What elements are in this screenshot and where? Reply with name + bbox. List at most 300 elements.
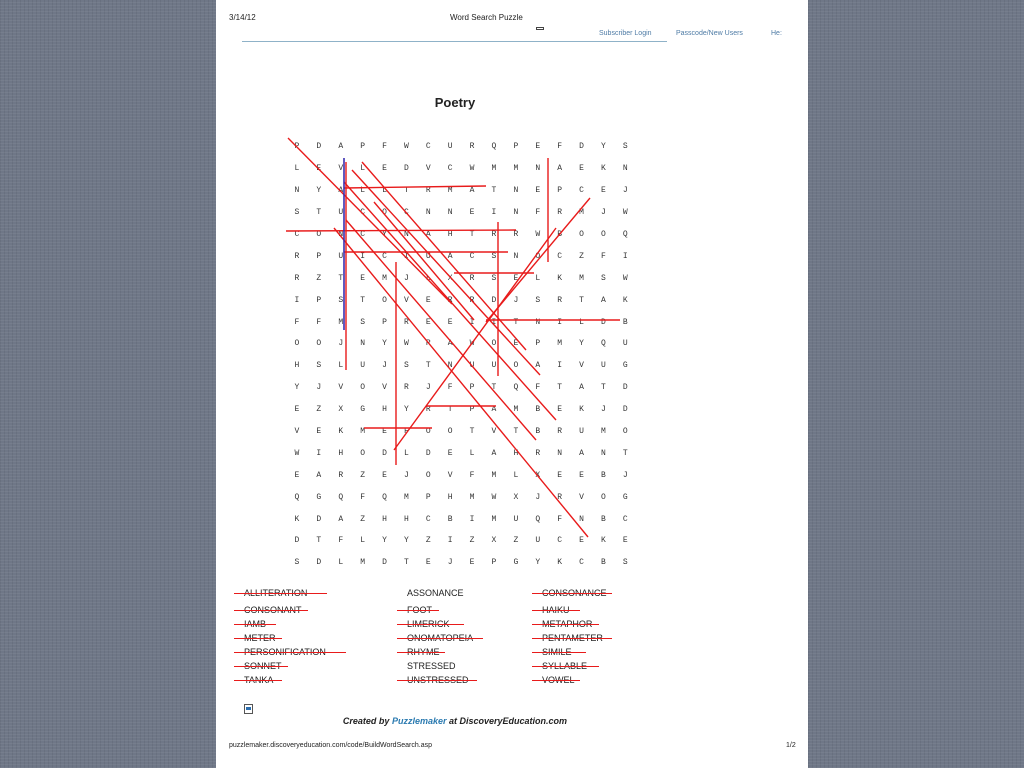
grid-letter: H: [382, 514, 387, 524]
grid-letter: N: [557, 448, 563, 458]
grid-letter: M: [579, 208, 584, 218]
grid-letter: F: [447, 383, 453, 393]
grid-letter: S: [601, 273, 606, 283]
grid-letter: S: [491, 251, 497, 261]
word-item: STRESSED: [407, 661, 456, 671]
grid-letter: E: [622, 536, 628, 546]
grid-letter: C: [557, 251, 563, 261]
grid-letter: R: [294, 251, 300, 261]
grid-letter: B: [601, 470, 606, 480]
grid-letter: T: [579, 295, 584, 305]
grid-letter: X: [491, 536, 497, 546]
grid-letter: L: [579, 317, 584, 327]
grid-letter: J: [622, 470, 628, 480]
grid-letter: W: [469, 339, 475, 349]
grid-letter: P: [535, 339, 541, 349]
word-strikethrough: [532, 610, 580, 611]
word-strikethrough: [234, 638, 282, 639]
grid-letter: G: [622, 492, 628, 502]
grid-letter: A: [579, 448, 584, 458]
grid-letter: O: [601, 230, 606, 239]
grid-letter: E: [513, 273, 519, 283]
grid-letter: A: [491, 448, 497, 458]
pen-mark: [394, 228, 556, 450]
word-item: SYLLABLE: [542, 661, 588, 671]
grid-letter: D: [316, 558, 322, 568]
grid-letter: X: [513, 492, 519, 502]
grid-letter: O: [425, 470, 431, 480]
word-item: METER: [244, 633, 276, 643]
word-item: ALLITERATION: [244, 588, 308, 598]
grid-letter: D: [622, 383, 628, 393]
grid-letter: V: [579, 492, 584, 502]
grid-letter: R: [535, 448, 541, 458]
grid-letter: L: [294, 164, 300, 174]
help-link[interactable]: He:: [771, 30, 782, 37]
word-item: TANKA: [244, 675, 274, 685]
grid-letter: L: [360, 164, 366, 174]
grid-letter: Z: [469, 536, 475, 546]
grid-letter: P: [382, 317, 387, 327]
grid-letter: Z: [513, 536, 519, 546]
grid-letter: L: [403, 448, 409, 458]
grid-letter: O: [535, 251, 541, 261]
grid-letter: H: [447, 230, 453, 239]
grid-letter: K: [579, 405, 584, 415]
grid-letter: Z: [316, 405, 322, 415]
grid-letter: A: [425, 230, 431, 239]
grid-letter: G: [316, 492, 322, 502]
grid-letter: E: [294, 405, 300, 415]
grid-letter: T: [403, 558, 409, 568]
word-strikethrough: [532, 638, 612, 639]
grid-letter: C: [360, 208, 366, 218]
word-strikethrough: [234, 593, 327, 594]
grid-letter: R: [425, 339, 431, 349]
word-item: RHYME: [407, 647, 440, 657]
grid-letter: T: [360, 295, 366, 305]
grid-letter: S: [360, 317, 366, 327]
grid-letter: Y: [382, 339, 387, 349]
grid-letter: P: [294, 142, 300, 152]
grid-letter: R: [557, 295, 563, 305]
grid-letter: U: [622, 339, 628, 349]
grid-letter: H: [447, 492, 453, 502]
grid-letter: F: [601, 251, 606, 261]
grid-letter: L: [360, 186, 366, 196]
grid-letter: I: [294, 295, 300, 305]
grid-letter: Y: [535, 558, 541, 568]
grid-letter: R: [557, 492, 563, 502]
grid-letter: E: [535, 186, 541, 196]
grid-letter: P: [491, 558, 497, 568]
grid-letter: O: [382, 295, 387, 305]
grid-letter: L: [535, 273, 541, 283]
grid-letter: D: [316, 142, 322, 152]
word-strikethrough: [397, 680, 477, 681]
grid-letter: Y: [601, 142, 606, 152]
grid-letter: Q: [513, 383, 519, 393]
grid-letter: K: [557, 558, 563, 568]
word-item: VOWEL: [542, 675, 575, 685]
grid-letter: I: [622, 251, 628, 261]
grid-letter: N: [535, 317, 541, 327]
grid-letter: M: [469, 492, 475, 502]
grid-letter: V: [382, 383, 387, 393]
grid-letter: N: [513, 186, 519, 196]
grid-letter: Y: [316, 186, 322, 196]
grid-letter: I: [316, 448, 322, 458]
grid-letter: I: [557, 361, 563, 371]
word-item: HAIKU: [542, 605, 570, 615]
grid-letter: F: [557, 142, 563, 152]
grid-letter: M: [447, 186, 453, 196]
grid-letter: Q: [535, 514, 541, 524]
grid-letter: T: [447, 405, 453, 415]
grid-letter: M: [382, 273, 387, 283]
grid-letter: X: [338, 405, 344, 415]
grid-letter: E: [601, 186, 606, 196]
grid-letter: M: [513, 164, 519, 174]
grid-letter: L: [360, 536, 366, 546]
grid-letter: C: [447, 164, 453, 174]
grid-letter: S: [294, 558, 300, 568]
grid-letter: J: [382, 361, 387, 371]
grid-letter: T: [425, 361, 431, 371]
grid-letter: N: [579, 514, 584, 524]
grid-letter: W: [403, 339, 409, 349]
grid-letter: S: [338, 295, 344, 305]
grid-letter: C: [382, 251, 387, 261]
grid-letter: K: [601, 164, 606, 174]
grid-letter: C: [622, 514, 628, 524]
grid-letter: E: [382, 470, 387, 480]
word-item: LIMERICK: [407, 619, 450, 629]
grid-letter: F: [338, 536, 344, 546]
word-item: CONSONANCE: [542, 588, 607, 598]
grid-letter: G: [360, 405, 366, 415]
pen-mark: [334, 228, 588, 537]
grid-letter: E: [469, 208, 475, 218]
grid-letter: Z: [316, 273, 322, 283]
grid-letter: B: [601, 514, 606, 524]
grid-letter: M: [491, 470, 497, 480]
grid-letter: R: [403, 383, 409, 393]
grid-letter: U: [601, 361, 606, 371]
grid-letter: E: [382, 164, 387, 174]
grid-letter: S: [535, 295, 541, 305]
grid-letter: E: [579, 536, 584, 546]
grid-letter: B: [535, 405, 541, 415]
grid-letter: M: [403, 492, 409, 502]
footer-page-number: 1/2: [786, 742, 796, 749]
grid-letter: J: [403, 470, 409, 480]
grid-letter: M: [557, 339, 563, 349]
grid-letter: N: [447, 361, 453, 371]
grid-letter: F: [535, 208, 541, 218]
grid-letter: O: [491, 339, 497, 349]
grid-letter: M: [491, 164, 497, 174]
grid-letter: L: [425, 273, 431, 283]
grid-letter: O: [425, 427, 431, 437]
grid-letter: R: [469, 295, 475, 305]
grid-letter: U: [360, 361, 366, 371]
grid-letter: M: [360, 558, 366, 568]
grid-letter: S: [403, 361, 409, 371]
grid-letter: P: [469, 405, 475, 415]
grid-letter: N: [403, 230, 409, 239]
grid-letter: F: [535, 383, 541, 393]
grid-letter: R: [403, 317, 409, 327]
grid-letter: O: [360, 448, 366, 458]
word-strikethrough: [397, 652, 445, 653]
pen-mark: [344, 186, 486, 188]
grid-letter: B: [601, 558, 606, 568]
grid-letter: O: [294, 339, 300, 349]
word-strikethrough: [397, 624, 464, 625]
grid-letter: A: [316, 470, 322, 480]
grid-letter: M: [513, 405, 519, 415]
grid-letter: G: [622, 361, 628, 371]
grid-letter: K: [557, 273, 563, 283]
grid-letter: Z: [360, 470, 366, 480]
grid-letter: E: [316, 427, 322, 437]
grid-letter: N: [513, 251, 519, 261]
grid-letter: U: [447, 142, 453, 152]
grid-letter: F: [403, 427, 409, 437]
grid-letter: W: [403, 142, 409, 152]
grid-letter: H: [513, 448, 519, 458]
grid-letter: W: [491, 492, 497, 502]
grid-letter: R: [425, 405, 431, 415]
grid-letter: I: [491, 317, 497, 327]
grid-letter: K: [622, 295, 628, 305]
grid-letter: L: [513, 470, 519, 480]
grid-letter: Q: [491, 142, 497, 152]
grid-letter: R: [425, 186, 431, 196]
grid-letter: A: [338, 514, 344, 524]
print-date: 3/14/12: [229, 13, 256, 22]
grid-letter: R: [513, 230, 519, 239]
pen-mark: [288, 138, 452, 304]
grid-letter: B: [447, 514, 453, 524]
grid-letter: M: [579, 273, 584, 283]
grid-letter: D: [601, 317, 606, 327]
word-item: ASSONANCE: [407, 588, 464, 598]
pen-mark: [374, 202, 474, 320]
grid-letter: K: [338, 427, 344, 437]
grid-letter: K: [601, 536, 606, 546]
grid-letter: K: [294, 514, 300, 524]
word-item: SONNET: [244, 661, 282, 671]
grid-letter: N: [622, 164, 628, 174]
grid-letter: C: [403, 208, 409, 218]
grid-letter: P: [557, 186, 563, 196]
grid-letter: U: [425, 251, 431, 261]
grid-letter: I: [557, 317, 563, 327]
grid-letter: M: [601, 427, 606, 437]
word-strikethrough: [532, 624, 599, 625]
grid-letter: X: [447, 273, 453, 283]
grid-letter: S: [491, 273, 497, 283]
grid-letter: D: [294, 536, 300, 546]
credit-prefix: Created by: [342, 716, 390, 726]
grid-letter: E: [469, 558, 475, 568]
print-doc-title: Word Search Puzzle: [450, 13, 523, 22]
grid-letter: S: [622, 558, 628, 568]
grid-letter: Y: [382, 536, 387, 546]
grid-letter: E: [535, 142, 541, 152]
grid-letter: Q: [382, 492, 387, 502]
grid-letter: Y: [403, 405, 409, 415]
word-strikethrough: [532, 652, 586, 653]
grid-letter: B: [557, 230, 563, 239]
grid-letter: E: [294, 470, 300, 480]
grid-letter: Y: [579, 339, 584, 349]
grid-letter: N: [447, 208, 453, 218]
grid-letter: Q: [601, 339, 606, 349]
grid-letter: V: [403, 295, 409, 305]
grid-letter: D: [425, 448, 431, 458]
word-item: CONSONANT: [244, 605, 302, 615]
grid-letter: H: [382, 405, 387, 415]
word-strikethrough: [234, 652, 346, 653]
grid-letter: T: [601, 383, 606, 393]
grid-letter: A: [469, 186, 475, 196]
grid-letter: J: [447, 558, 453, 568]
passcode-link[interactable]: Passcode/New Users: [676, 30, 743, 37]
grid-letter: J: [601, 405, 606, 415]
grid-letter: T: [316, 208, 322, 218]
puzzlemaker-link[interactable]: Puzzlemaker: [391, 716, 447, 726]
grid-letter: T: [469, 230, 475, 239]
grid-letter: N: [338, 230, 344, 239]
grid-letter: J: [316, 383, 322, 393]
grid-letter: R: [557, 208, 563, 218]
word-item: ONOMATOPEIA: [407, 633, 474, 643]
grid-letter: T: [622, 448, 628, 458]
grid-letter: V: [338, 383, 344, 393]
word-strikethrough: [234, 666, 288, 667]
word-item: IAMB: [244, 619, 267, 629]
word-strikethrough: [532, 666, 599, 667]
grid-letter: D: [491, 295, 497, 305]
grid-letter: C: [579, 558, 584, 568]
grid-letter: P: [316, 295, 322, 305]
grid-letter: H: [338, 448, 344, 458]
grid-letter: F: [316, 317, 322, 327]
grid-letter: I: [491, 208, 497, 218]
pen-mark: [362, 162, 526, 350]
word-strikethrough: [532, 680, 580, 681]
grid-letter: C: [469, 251, 475, 261]
grid-letter: J: [513, 295, 519, 305]
grid-letter: V: [338, 164, 344, 174]
grid-letter: L: [338, 558, 344, 568]
grid-letter: I: [447, 536, 453, 546]
grid-letter: E: [425, 295, 431, 305]
grid-letter: F: [294, 317, 300, 327]
grid-letter: T: [316, 536, 322, 546]
grid-letter: J: [425, 383, 431, 393]
grid-letter: Q: [338, 492, 344, 502]
grid-letter: B: [622, 317, 628, 327]
grid-letter: T: [513, 427, 519, 437]
grid-letter: T: [338, 273, 344, 283]
grid-letter: B: [535, 427, 541, 437]
grid-letter: I: [469, 514, 475, 524]
grid-letter: X: [535, 470, 541, 480]
grid-letter: E: [447, 448, 453, 458]
credit-line: [216, 716, 694, 726]
grid-letter: F: [469, 470, 475, 480]
grid-letter: R: [491, 230, 497, 239]
word-strikethrough: [234, 610, 308, 611]
grid-letter: L: [382, 186, 387, 196]
grid-letter: E: [579, 164, 584, 174]
grid-letter: Q: [294, 492, 300, 502]
grid-letter: O: [513, 361, 519, 371]
subscriber-login-link[interactable]: Subscriber Login: [599, 30, 652, 37]
grid-letter: D: [579, 142, 584, 152]
grid-letter: H: [403, 514, 409, 524]
word-item: FOOT: [407, 605, 432, 615]
grid-letter: A: [491, 405, 497, 415]
grid-letter: E: [513, 339, 519, 349]
print-icon[interactable]: [244, 704, 253, 714]
grid-letter: N: [513, 208, 519, 218]
grid-letter: C: [425, 514, 431, 524]
word-item: PENTAMETER: [542, 633, 603, 643]
puzzle-title: Poetry: [434, 95, 476, 110]
grid-letter: U: [338, 208, 344, 218]
grid-letter: O: [601, 492, 606, 502]
grid-letter: J: [535, 492, 541, 502]
grid-letter: Z: [579, 251, 584, 261]
grid-letter: O: [360, 383, 366, 393]
grid-letter: Q: [622, 230, 628, 239]
grid-letter: C: [294, 230, 300, 239]
grid-letter: S: [316, 361, 322, 371]
grid-letter: N: [535, 164, 541, 174]
grid-letter: I: [403, 251, 409, 261]
grid-letter: F: [557, 514, 563, 524]
grid-letter: U: [579, 427, 584, 437]
word-strikethrough: [397, 610, 439, 611]
grid-letter: R: [294, 273, 300, 283]
word-strikethrough: [234, 680, 282, 681]
printed-page: [216, 0, 808, 768]
grid-letter: R: [338, 470, 344, 480]
grid-letter: W: [622, 208, 628, 218]
grid-letter: U: [513, 514, 519, 524]
grid-letter: V: [491, 427, 497, 437]
grid-letter: P: [513, 142, 519, 152]
word-item: PERSONIFICATION: [244, 647, 326, 657]
grid-letter: E: [425, 317, 431, 327]
grid-letter: E: [579, 470, 584, 480]
grid-letter: W: [294, 448, 300, 458]
grid-letter: E: [360, 273, 366, 283]
grid-letter: C: [425, 142, 431, 152]
grid-letter: O: [622, 427, 628, 437]
grid-letter: L: [469, 448, 475, 458]
grid-letter: A: [338, 186, 344, 196]
grid-letter: O: [382, 208, 387, 218]
grid-letter: I: [469, 317, 475, 327]
grid-letter: A: [447, 251, 453, 261]
grid-letter: V: [447, 470, 453, 480]
